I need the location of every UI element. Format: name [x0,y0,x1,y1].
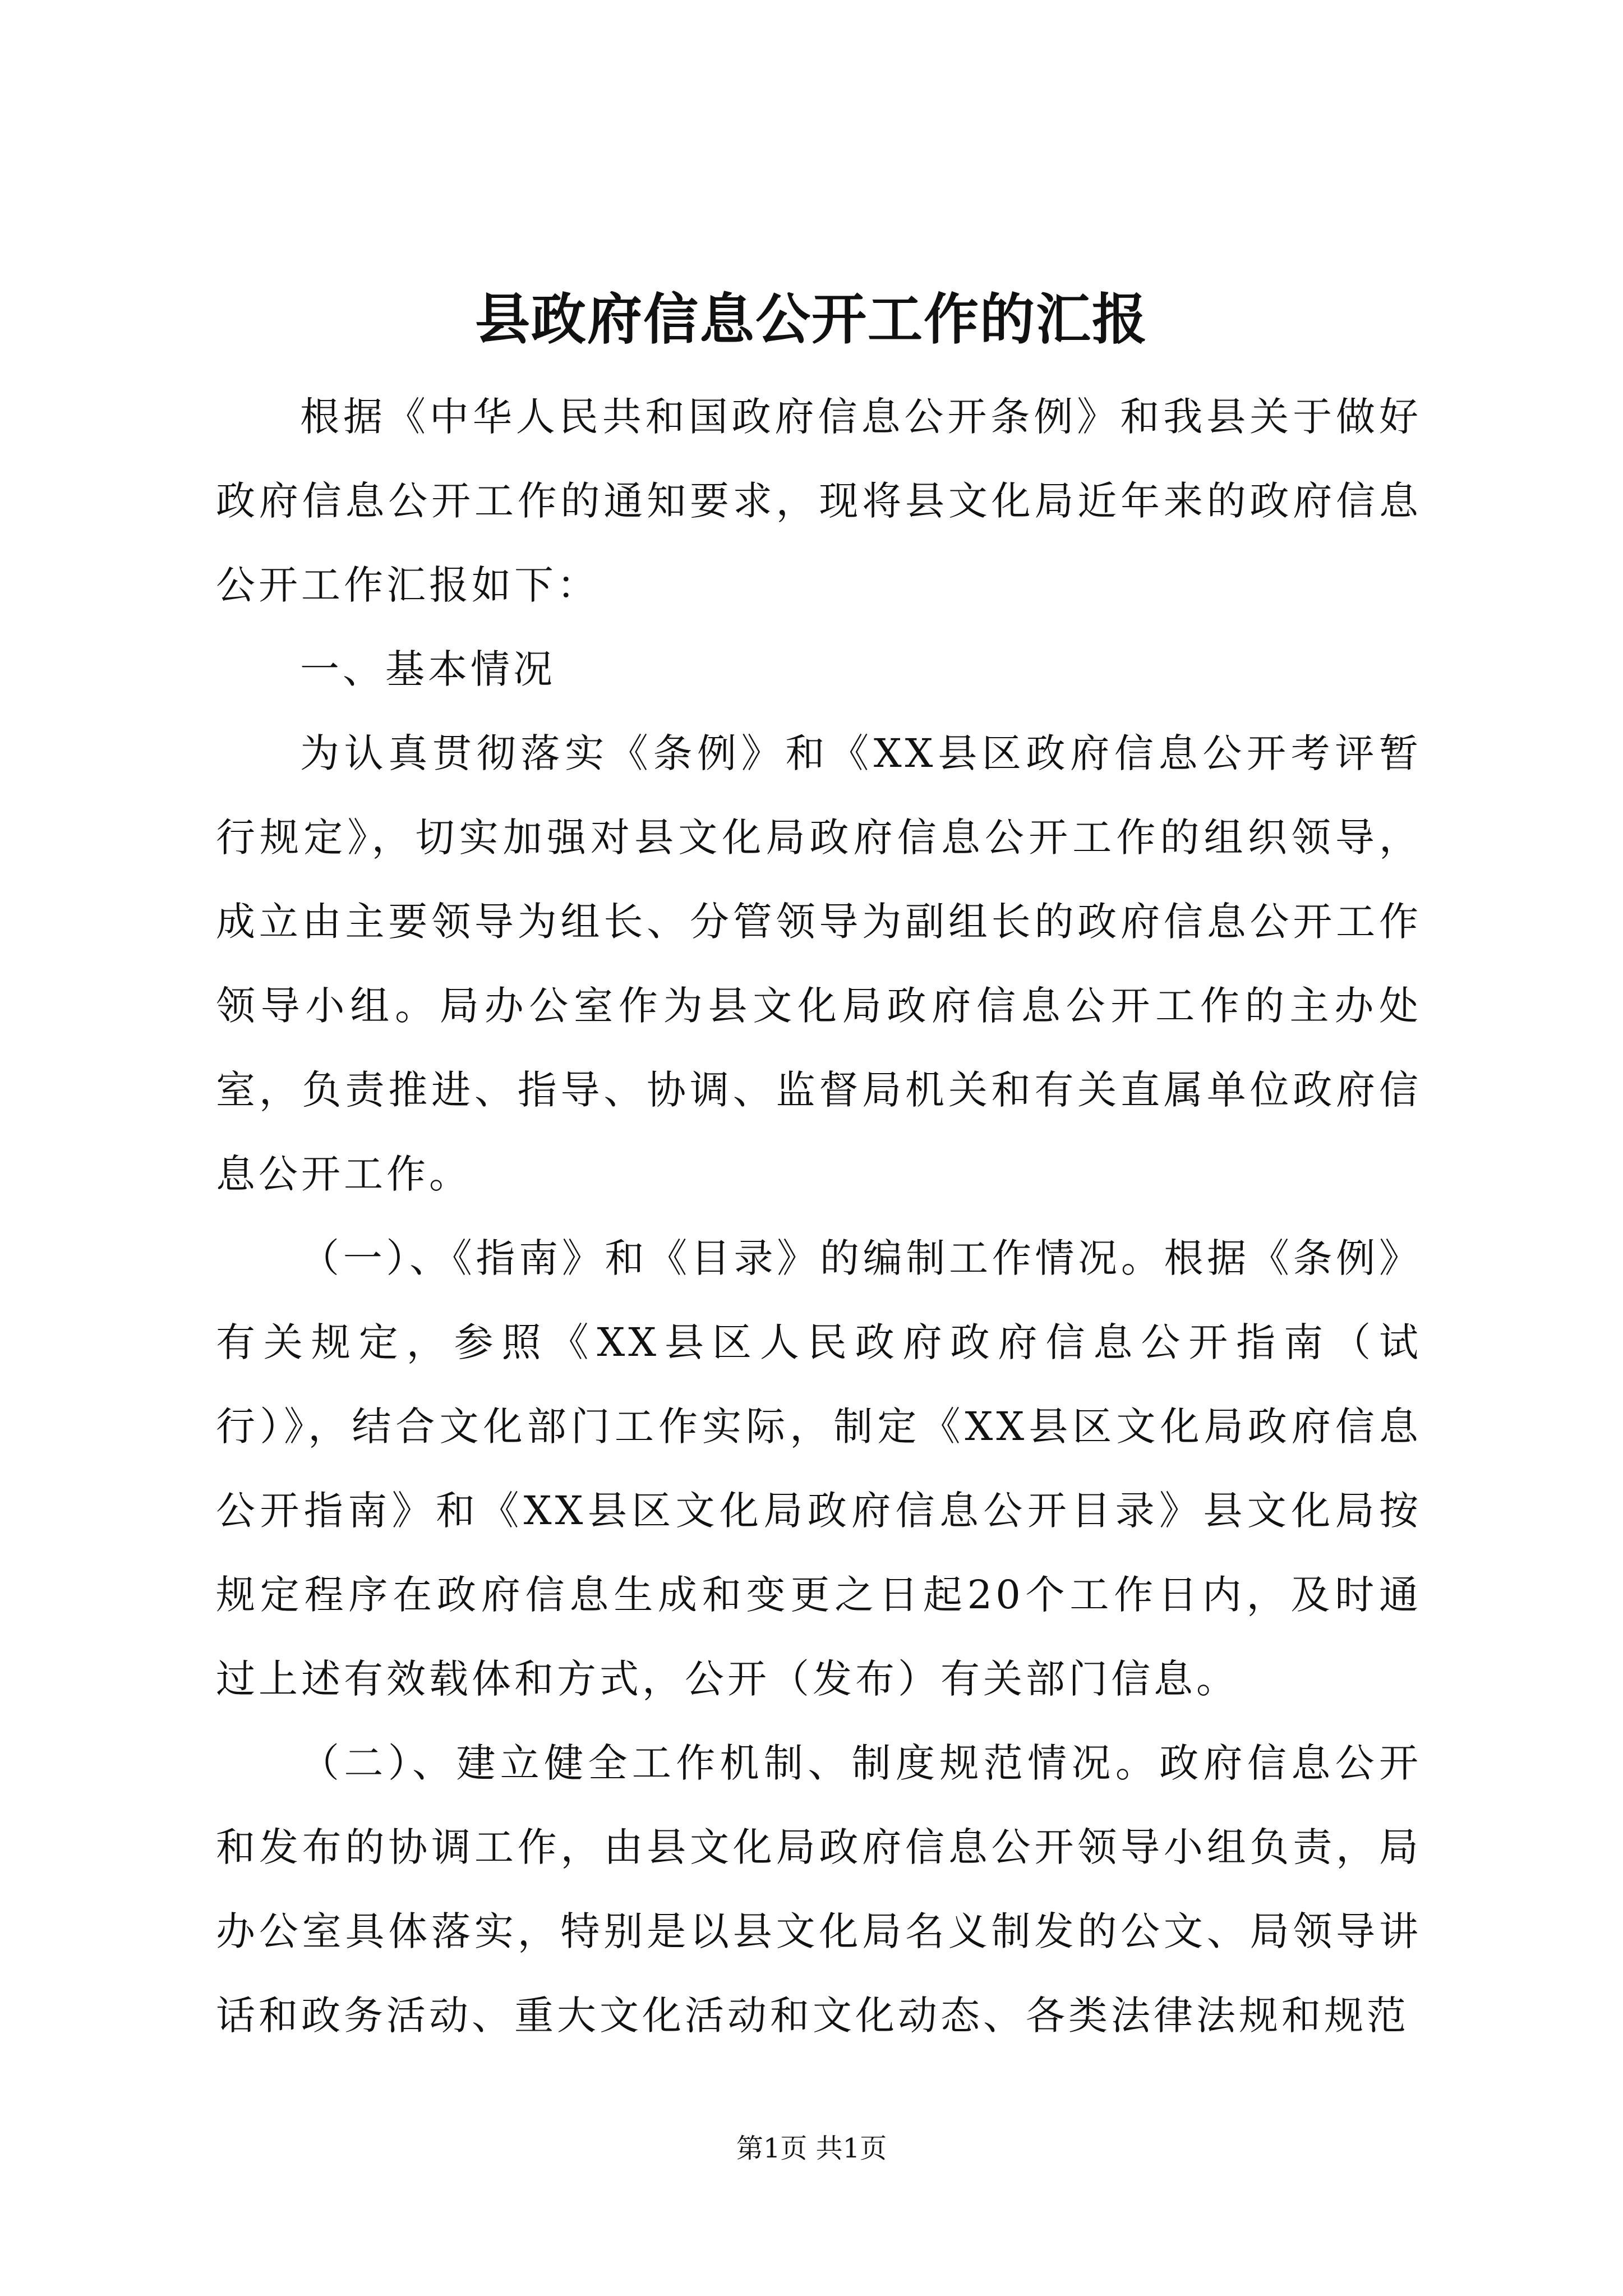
document-title: 县政府信息公开工作的汇报 [474,287,1148,352]
intro-paragraph: 根据《中华人民共和国政府信息公开条例》和我县关于做好政府信息公开工作的通知要求，现将县文化局近年来的政府信息公开工作汇报如下： [216,394,1422,608]
organization-paragraph: 为认真贯彻落实《条例》和《XX县区政府信息公开考评暂行规定》，切实加强对县文化局政府信息公开工作的组织领导，成立由主要领导为组长、分管领导为副组长的政府信息公开工作领导小组。局办公室作为县文化局政府信息公开工作的主办处室，负责推进、指导、协调、监督局机关和有关直属单位政府信息公开工作。 [216,730,1422,1197]
mechanism-paragraph: （二）、建立健全工作机制、制度规范情况。政府信息公开和发布的协调工作，由县文化局政府信息公开领导小组负责，局办公室具体落实，特别是以县文化局名义制发的公文、局领导讲话和政务活动、重大文化活动和文化动态、各类法律法规和规范 [216,1740,1422,2039]
guide-catalog-paragraph: （一）、《指南》和《目录》的编制工作情况。根据《条例》有关规定，参照《XX县区人民政府政府信息公开指南（试行）》，结合文化部门工作实际，制定《XX县区文化局政府信息公开指南》和《XX县区文化局政府信息公开目录》县文化局按规定程序在政府信息生成和变更之日起20个工作日内，及时通过上述有效载体和方式，公开（发布）有关部门信息。 [216,1235,1422,1702]
page-number-footer: 第1页 共1页 [736,2133,887,2164]
section-heading-basic-situation: 一、基本情况 [300,646,556,692]
document-body [216,375,1422,2058]
